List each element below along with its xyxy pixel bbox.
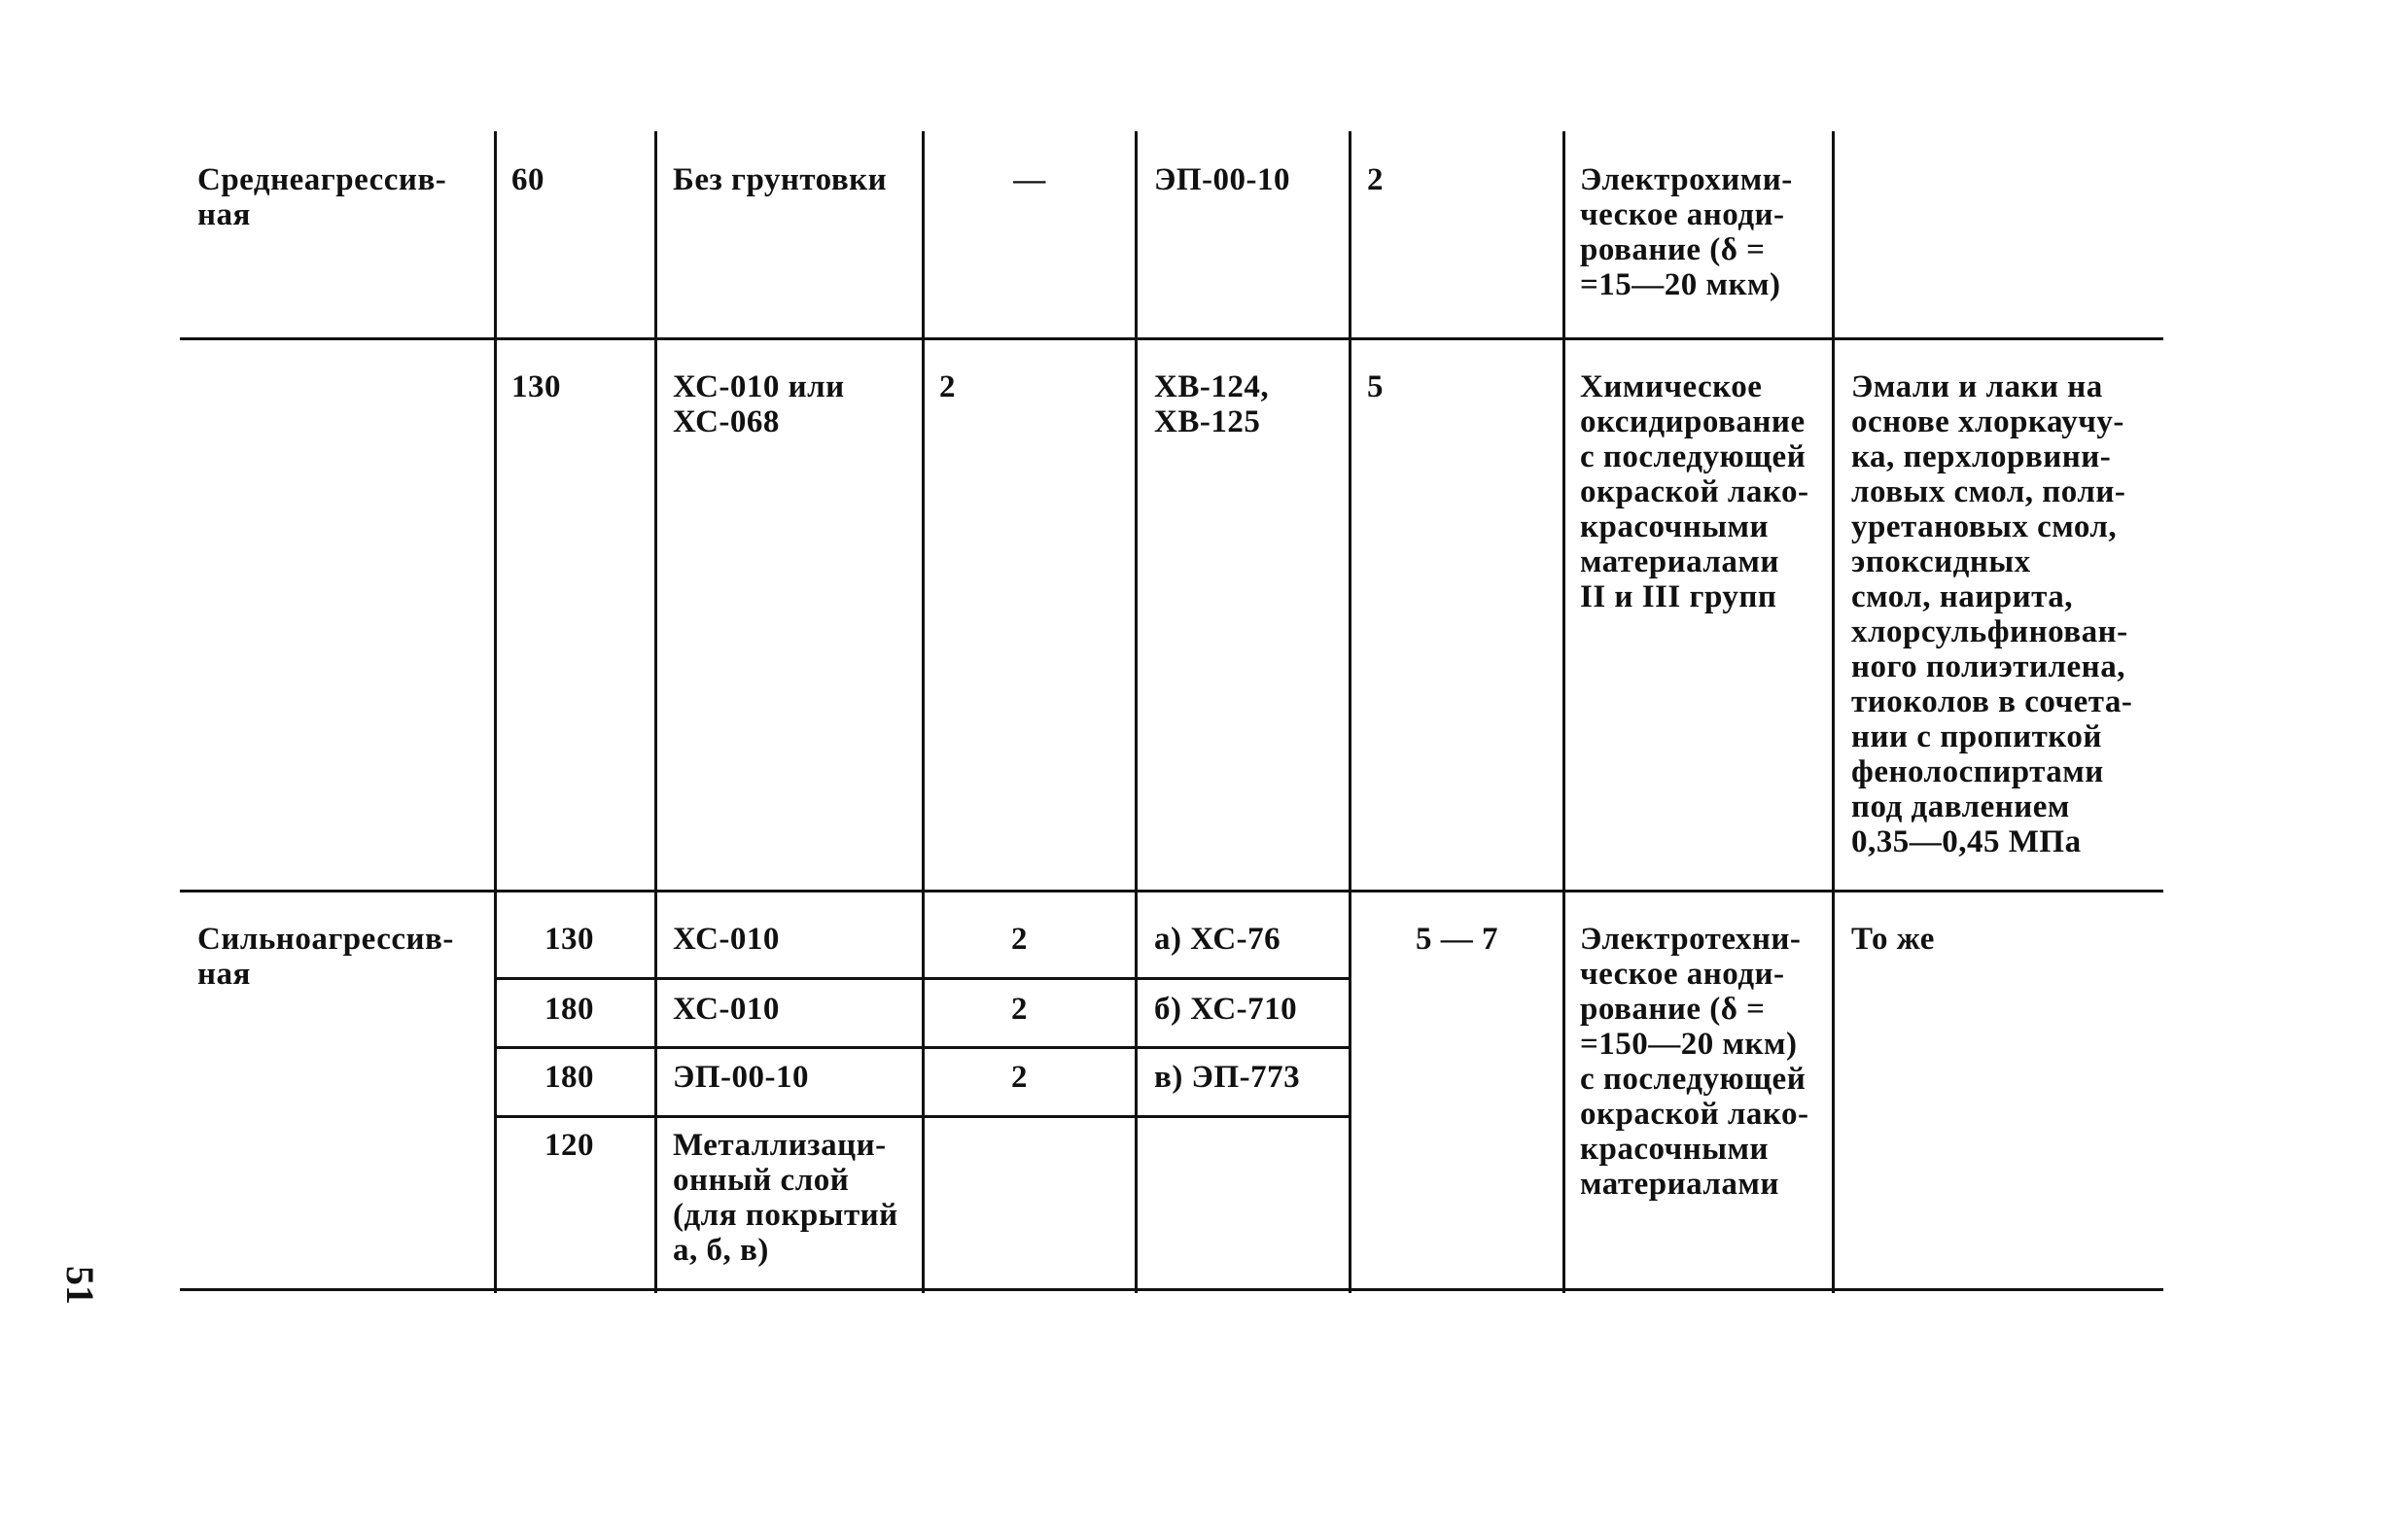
environment-strong: Сильноагрессив- ная [197,922,454,992]
enamel-medium: ЭП-00-10 [1154,162,1291,197]
subrow-rule [494,1046,1350,1049]
primer-layers-strong-b: 2 [1011,992,1028,1027]
enamel-medium-2: ХВ-124, ХВ-125 [1154,369,1270,439]
note-medium-2: Эмали и лаки на основе хлоркаучу- ка, перхлорвини- ловых смол, поли- уретановых смол, эпоксидных смол, наирита, хлорсульфинован- ного полиэтилена, тиоколов в сочета- нии с пропиткой фенолоспиртами под давлением 0,35—0,45 МПа [1851,369,2133,859]
subrow-rule [494,1115,1350,1118]
row-rule [180,337,2163,340]
thickness-strong-c: 180 [544,1060,594,1095]
primer-layers-strong-a: 2 [1011,922,1028,957]
thickness-medium-2: 130 [511,369,561,404]
thickness-strong-b: 180 [544,992,594,1027]
column-rule [654,131,657,1293]
primer-strong-b: ХС-010 [673,992,780,1027]
row-rule [180,890,2163,892]
enamel-layers-medium-2: 5 [1367,369,1384,404]
enamel-strong-c: в) ЭП-773 [1154,1060,1301,1095]
primer-medium: Без грунтовки [673,162,888,197]
column-rule [1562,131,1565,1293]
primer-strong-d: Металлизаци- онный слой (для покрытий а, б, в) [673,1128,898,1268]
enamel-layers-strong: 5 — 7 [1416,922,1498,957]
treatment-medium-2: Химическое оксидирование с последующей окраской лако- красочными материалами II и III групп [1580,369,1809,614]
column-rule [1349,131,1351,1293]
primer-medium-2: ХС-010 или ХС-068 [673,369,845,439]
row-rule [180,1288,2163,1291]
column-rule [494,131,497,1293]
treatment-medium: Электрохими- ческое аноди- рование (δ = =15—20 мкм) [1580,162,1793,302]
environment-medium: Среднеагрессив- ная [197,162,447,232]
primer-strong-c: ЭП-00-10 [673,1060,810,1095]
thickness-medium: 60 [511,162,544,197]
page-number: 51 [58,1266,102,1305]
column-rule [1135,131,1138,1293]
primer-strong-a: ХС-010 [673,922,780,957]
thickness-strong-a: 130 [544,922,594,957]
primer-layers-medium-2: 2 [939,369,956,404]
enamel-strong-b: б) ХС-710 [1154,992,1298,1027]
subrow-rule [494,977,1350,980]
column-rule [922,131,925,1293]
enamel-strong-a: а) ХС-76 [1154,922,1281,957]
primer-layers-strong-c: 2 [1011,1060,1028,1095]
thickness-strong-d: 120 [544,1128,594,1163]
primer-layers-medium: — [1013,162,1046,197]
enamel-layers-medium: 2 [1367,162,1384,197]
treatment-strong: Электротехни- ческое аноди- рование (δ = =150—20 мкм) с последующей окраской лако- красочными материалами [1580,922,1809,1202]
note-strong: То же [1851,922,1935,957]
